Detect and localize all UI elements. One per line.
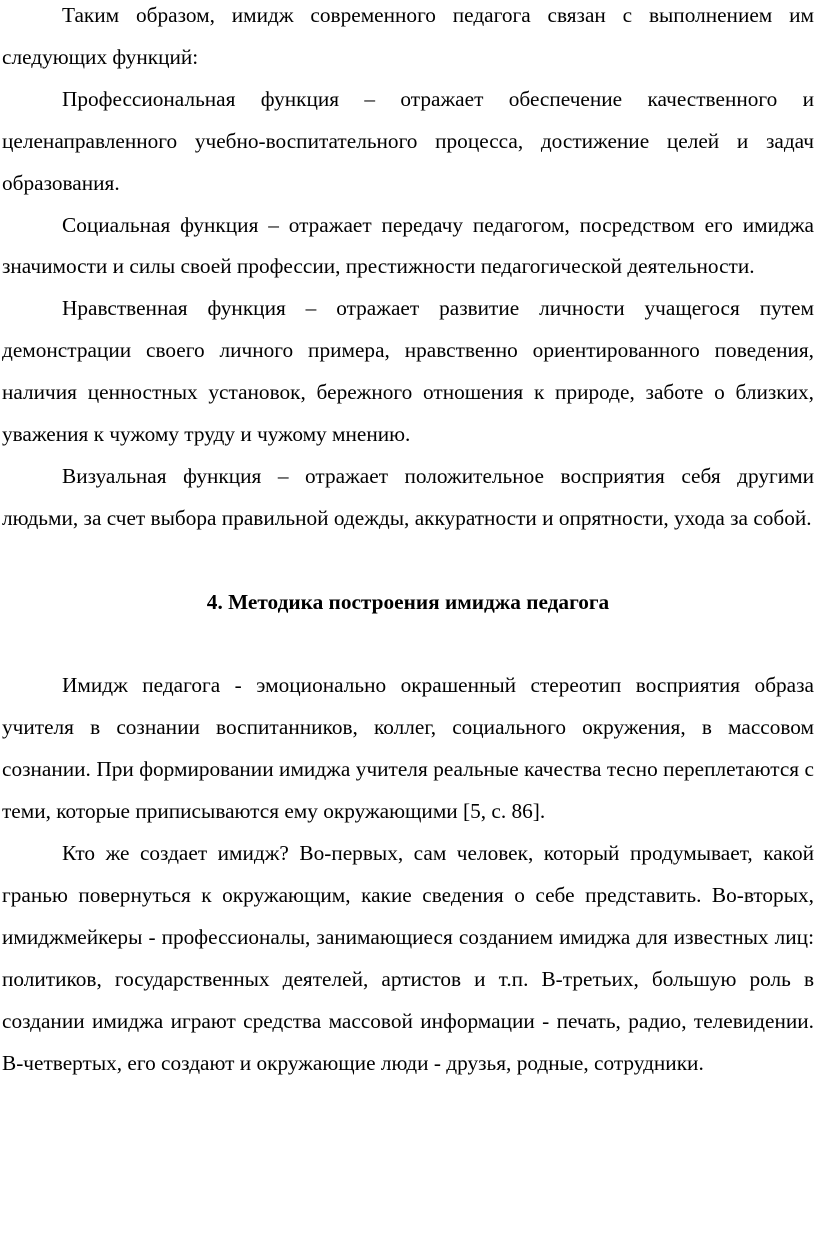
professional-function-paragraph: Профессиональная функция – отражает обеспечение качественного и целенаправленного учебно-воспитательного процесса, достижение целей и задач образования. bbox=[2, 86, 814, 195]
spacer bbox=[2, 624, 814, 666]
image-creators-paragraph: Кто же создает имидж? Во-первых, сам человек, который продумывает, какой гранью повернуться к окружающим, какие сведения о себе представить. Во-вторых, имиджмейкеры - профессионалы, занимающиеся созданием имиджа для известных лиц: политиков, государственных деятелей, артистов и т.п. В-третьих, большую роль в создании имиджа играют средства массовой информации - печать, радио, телевидении. В-четвертых, его создают и окружающие люди - друзья, родные, сотрудники. bbox=[2, 841, 814, 1075]
intro-paragraph: Таким образом, имидж современного педагога связан с выполнением им следующих функций: bbox=[2, 3, 814, 69]
section-heading: 4. Методика построения имиджа педагога bbox=[206, 589, 610, 614]
spacer bbox=[2, 540, 814, 582]
image-definition-paragraph: Имидж педагога - эмоционально окрашенный стереотип восприятия образа учителя в сознании воспитанников, коллег, социального окружения, в массовом сознании. При формировании имиджа учителя реальные качества тесно переплетаются с теми, которые приписываются ему окружающими [5, с. 86]. bbox=[2, 673, 814, 824]
visual-function-paragraph: Визуальная функция – отражает положительное восприятия себя другими людьми, за счет выбора правильной одежды, аккуратности и опрятности, ухода за собой. bbox=[2, 463, 814, 530]
social-function-paragraph: Социальная функция – отражает передачу педагогом, посредством его имиджа значимости и силы своей профессии, престижности педагогической деятельности. bbox=[2, 212, 814, 279]
moral-function-paragraph: Нравственная функция – отражает развитие личности учащегося путем демонстрации своего личного примера, нравственно ориентированного поведения, наличия ценностных установок, бережного отношения к природе, заботе о близких, уважения к чужому труду и чужому мнению. bbox=[2, 296, 814, 447]
